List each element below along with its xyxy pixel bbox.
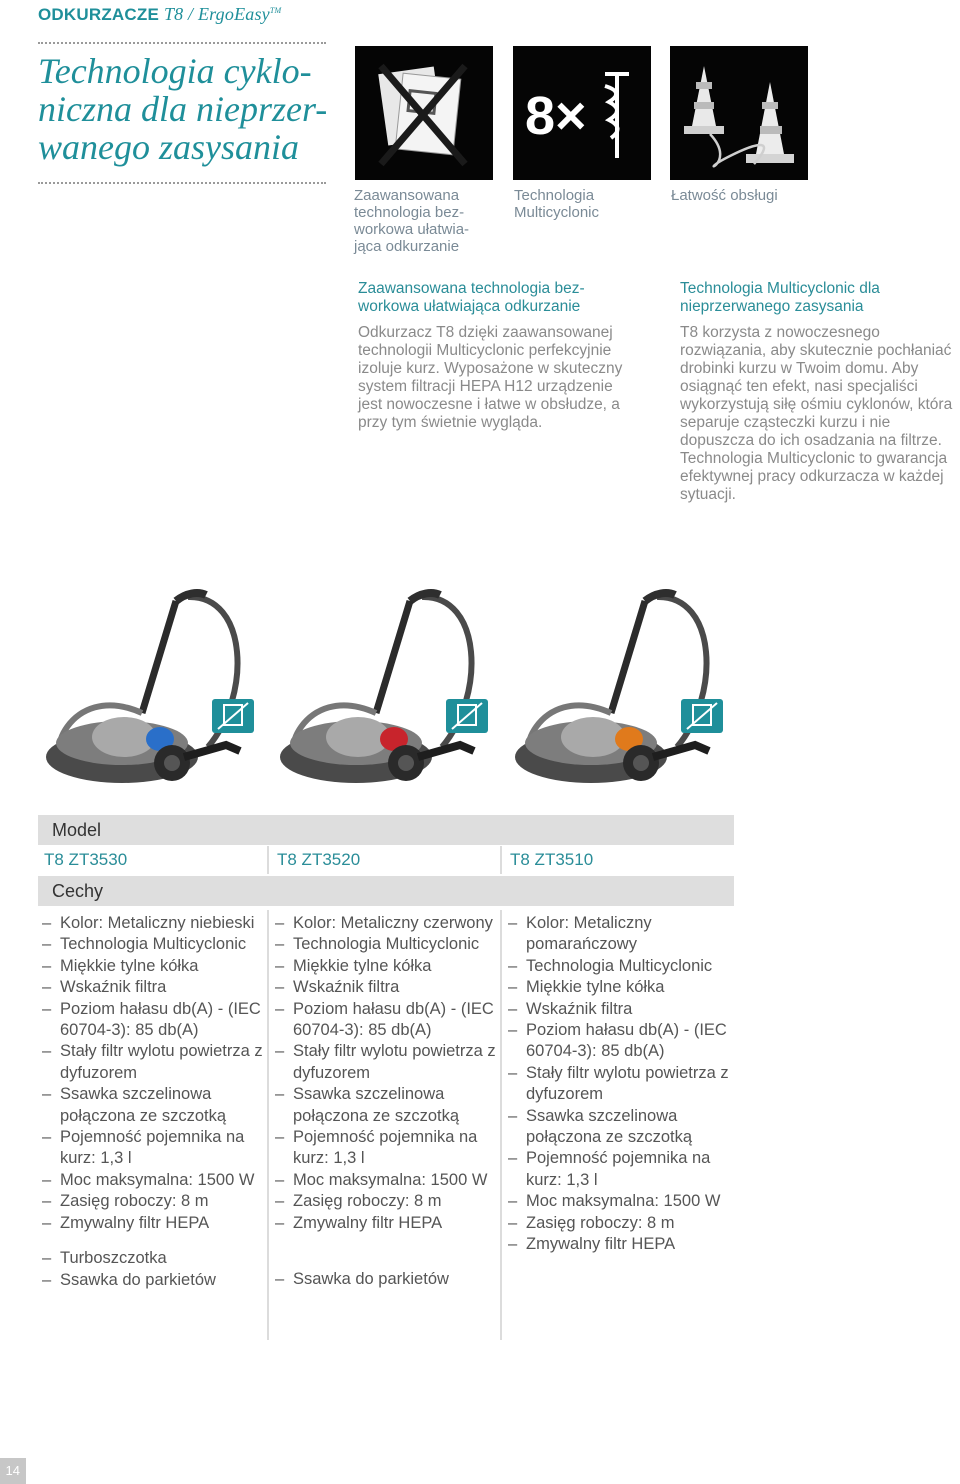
features-column-zt3520 xyxy=(271,913,503,1291)
list-item: – Zasięg roboczy: 8 m xyxy=(271,1191,503,1212)
list-item: – Miękkie tylne kółka xyxy=(271,956,503,977)
list-item: – Technologia Multicyclonic xyxy=(504,956,736,977)
feature-image-easy-handling xyxy=(670,46,808,180)
column-divider xyxy=(500,846,502,874)
list-item: – Poziom hałasu db(A) - (IEC 60704-3): 85 db(A) xyxy=(38,999,270,1042)
easy-handling-icon xyxy=(670,46,808,180)
list-item: – Wskaźnik filtra xyxy=(271,977,503,998)
list-item: – Stały filtr wylotu powietrza z dyfuzorem xyxy=(504,1063,736,1106)
list-item: – Ssawka szczelinowa połączona ze szczotką xyxy=(38,1084,270,1127)
column-divider xyxy=(267,846,269,874)
list-item: – Technologia Multicyclonic xyxy=(38,934,270,955)
intro-body: Odkurzacz T8 dzięki zaawansowanej technologii Multicyclonic perfekcyjnie izoluje kurz. Wyposażone w skuteczny system filtracji HEPA H12 urządzenie jest nowoczesne i łatwe w obsłudze, a przy tym świetnie wygląda. xyxy=(358,324,623,431)
list-item: – Pojemność pojemnika na kurz: 1,3 l xyxy=(271,1127,503,1170)
intro-title: Technologia Multicyclonic dla nieprzerwanego zasysania xyxy=(680,280,880,315)
list-item: – Wskaźnik filtra xyxy=(504,999,736,1020)
product-image-zt3510 xyxy=(505,575,735,805)
list-item-extra: – Turboszczotka xyxy=(38,1248,270,1269)
list-item: – Pojemność pojemnika na kurz: 1,3 l xyxy=(38,1127,270,1170)
divider-top xyxy=(38,42,326,44)
intro-body: T8 korzysta z nowoczesnego rozwiązania, aby skutecznie pochłaniać drobinki kurzu w Twoim domu. Aby osiągnąć ten efekt, nasi specjaliści wykorzystują siłę ośmiu cyklonów, która separuje cząsteczki kurzu i nie dopuszcza do ich osadzania na filtrze. Technologia Multicyclonic to gwarancja efektywnej pracy odkurzacza w każdej sytuacji. xyxy=(680,324,953,503)
category-label: ODKURZACZE xyxy=(38,5,159,24)
features-column-zt3510 xyxy=(504,913,736,1256)
list-item: – Kolor: Metaliczny czerwony xyxy=(271,913,503,934)
list-item-extra: – Ssawka do parkietów xyxy=(38,1270,270,1291)
intro-block-multicyclonic xyxy=(680,280,960,504)
list-item: – Pojemność pojemnika na kurz: 1,3 l xyxy=(504,1148,736,1191)
section-header xyxy=(38,4,281,25)
list-item: – Wskaźnik filtra xyxy=(38,977,270,998)
list-item: – Moc maksymalna: 1500 W xyxy=(504,1191,736,1212)
model-name-zt3520: T8 ZT3520 xyxy=(277,850,361,869)
features-band: Cechy xyxy=(38,876,734,906)
list-item: – Zasięg roboczy: 8 m xyxy=(38,1191,270,1212)
feature-caption-easy-handling: Łatwość obsługi xyxy=(671,187,778,204)
multicyclonic-icon xyxy=(513,46,651,180)
no-bag-icon xyxy=(355,46,493,180)
product-image-zt3530 xyxy=(36,575,266,805)
intro-block-bagless xyxy=(358,280,638,432)
list-item: – Stały filtr wylotu powietrza z dyfuzorem xyxy=(38,1041,270,1084)
product-image-zt3520 xyxy=(270,575,500,805)
list-item: – Miękkie tylne kółka xyxy=(38,956,270,977)
list-item: – Zasięg roboczy: 8 m xyxy=(504,1213,736,1234)
list-item: – Zmywalny filtr HEPA xyxy=(271,1213,503,1234)
list-item: – Poziom hałasu db(A) - (IEC 60704-3): 85 db(A) xyxy=(504,1020,736,1063)
list-item: – Kolor: Metaliczny pomarańczowy xyxy=(504,913,736,956)
model-name-zt3510: T8 ZT3510 xyxy=(510,850,594,869)
list-item: – Zmywalny filtr HEPA xyxy=(504,1234,736,1255)
list-item: – Miękkie tylne kółka xyxy=(504,977,736,998)
feature-image-no-bag xyxy=(355,46,493,180)
intro-title: Zaawansowana technologia bez-workowa ułatwiająca odkurzanie xyxy=(358,280,585,315)
list-item: – Poziom hałasu db(A) - (IEC 60704-3): 85 db(A) xyxy=(271,999,503,1042)
divider-bottom xyxy=(38,182,326,184)
multicyclonic-multiplier: 8× xyxy=(525,86,587,146)
model-line: T8 / ErgoEasy™ xyxy=(163,4,282,24)
feature-caption-multicyclonic: Technologia Multicyclonic xyxy=(514,187,600,221)
list-item: – Moc maksymalna: 1500 W xyxy=(271,1170,503,1191)
model-name-zt3530: T8 ZT3530 xyxy=(44,850,128,869)
list-item: – Moc maksymalna: 1500 W xyxy=(38,1170,270,1191)
list-item: – Ssawka szczelinowa połączona ze szczotką xyxy=(504,1106,736,1149)
trademark: TM xyxy=(269,6,282,15)
list-item: – Zmywalny filtr HEPA xyxy=(38,1213,270,1234)
list-item: – Kolor: Metaliczny niebieski xyxy=(38,913,270,934)
list-item: – Stały filtr wylotu powietrza z dyfuzorem xyxy=(271,1041,503,1084)
features-column-zt3530 xyxy=(38,913,270,1291)
list-item-extra: – Ssawka do parkietów xyxy=(271,1269,503,1290)
feature-caption-no-bag: Zaawansowana technologia bez-workowa ułatwia-jąca odkurzanie xyxy=(354,187,470,255)
model-band: Model xyxy=(38,815,734,845)
page-number: 14 xyxy=(0,1458,26,1484)
list-item: – Technologia Multicyclonic xyxy=(271,934,503,955)
page-headline: Technologia cyklo-niczna dla nieprzer-wanego zasysania xyxy=(38,51,328,167)
list-item: – Ssawka szczelinowa połączona ze szczotką xyxy=(271,1084,503,1127)
feature-image-multicyclonic xyxy=(513,46,651,180)
